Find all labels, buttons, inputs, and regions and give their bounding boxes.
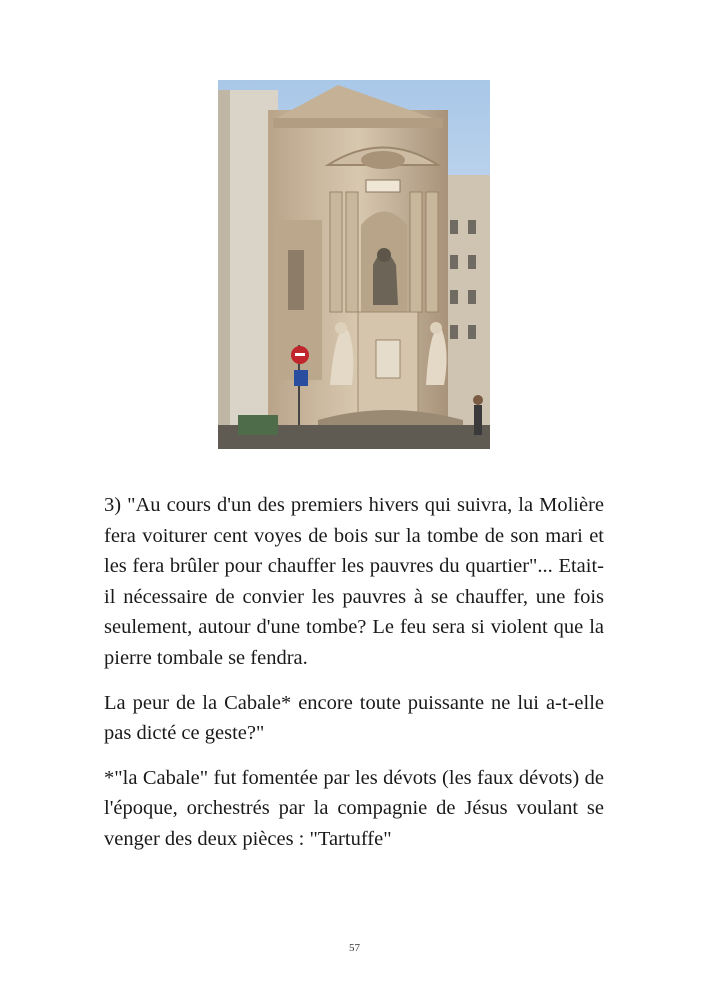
- paragraph-1: 3) "Au cours d'un des premiers hivers qui suivra, la Molière fera voiturer cent voyes de bois sur la tombe de son mari et les fera brûler pour chauffer les pauvres du quartier"... Etait-il nécessaire de convier les pauvres à se chauffer, une fois seulement, autour d'une tombe? Le feu sera si violent que la pierre tombale se fendra.: [104, 494, 604, 669]
- paragraph-2: La peur de la Cabale* encore toute puissante ne lui a-t-elle pas dicté ce geste?": [104, 691, 604, 745]
- fountain-monument-icon: [218, 80, 490, 449]
- paragraph-3: *"la Cabale" fut fomentée par les dévots (les faux dévots) de l'époque, orchestrés par la compagnie de Jésus voulant se venger des deux pièces : "Tartuffe": [104, 766, 604, 850]
- monument-photo: [218, 80, 490, 449]
- page-number: 57: [349, 942, 360, 954]
- body-text: [104, 490, 604, 869]
